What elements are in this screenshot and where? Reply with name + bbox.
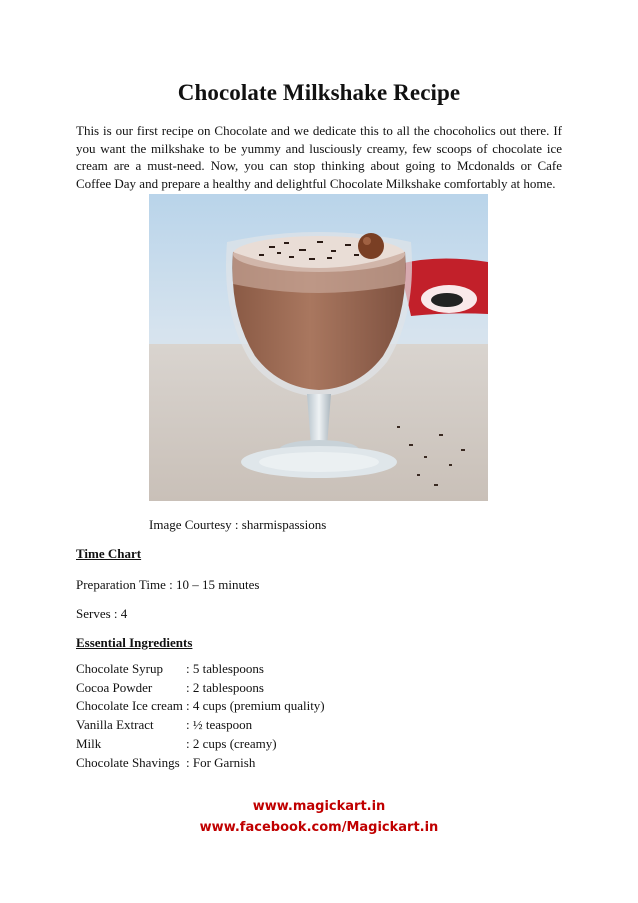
ingredient-amount: : 2 cups (creamy) — [186, 735, 277, 751]
ingredient-name: Milk — [76, 735, 102, 751]
intro-paragraph: This is our first recipe on Chocolate and we dedicate this to all the chocoholics out there. If you want the milkshake to be yummy and lusciously creamy, few scoops of chocolate ice cream are a must-need. Now, you can stop thinking about going to Mcdonalds or Cafe Coffee Day and prepare a healthy and delightful Chocolate Milkshake comfortably at home. — [76, 123, 562, 191]
facebook-link[interactable]: www.facebook.com/Magickart.in — [199, 820, 439, 835]
ingredients-list — [76, 660, 325, 772]
list-item — [76, 754, 325, 773]
ingredient-name: Vanilla Extract — [76, 717, 154, 733]
list-item — [76, 660, 325, 679]
ingredient-name: Chocolate Shavings — [76, 754, 180, 770]
ingredient-amount: : For Garnish — [186, 754, 256, 770]
preparation-time: Preparation Time : 10 – 15 minutes — [76, 577, 260, 592]
ingredient-name: Cocoa Powder — [76, 679, 153, 695]
ingredient-amount: : 5 tablespoons — [186, 661, 264, 676]
ingredient-amount: : ½ teaspoon — [186, 717, 253, 733]
ingredient-name: Chocolate Ice cream — [76, 698, 183, 714]
list-item — [76, 735, 325, 754]
list-item — [76, 716, 325, 735]
ingredients-heading: Essential Ingredients — [76, 635, 193, 650]
recipe-title: Chocolate Milkshake Recipe — [177, 80, 461, 105]
milkshake-photo — [149, 194, 488, 501]
ingredient-name: Chocolate Syrup — [76, 661, 164, 676]
image-courtesy: Image Courtesy : sharmispassions — [149, 517, 327, 532]
list-item — [76, 697, 325, 716]
website-link[interactable]: www.magickart.in — [252, 799, 386, 814]
serves: Serves : 4 — [76, 606, 128, 621]
time-chart-heading: Time Chart — [76, 546, 142, 561]
ingredient-amount: : 4 cups (premium quality) — [186, 698, 325, 714]
list-item — [76, 679, 325, 698]
ingredient-amount: : 2 tablespoons — [186, 679, 264, 695]
